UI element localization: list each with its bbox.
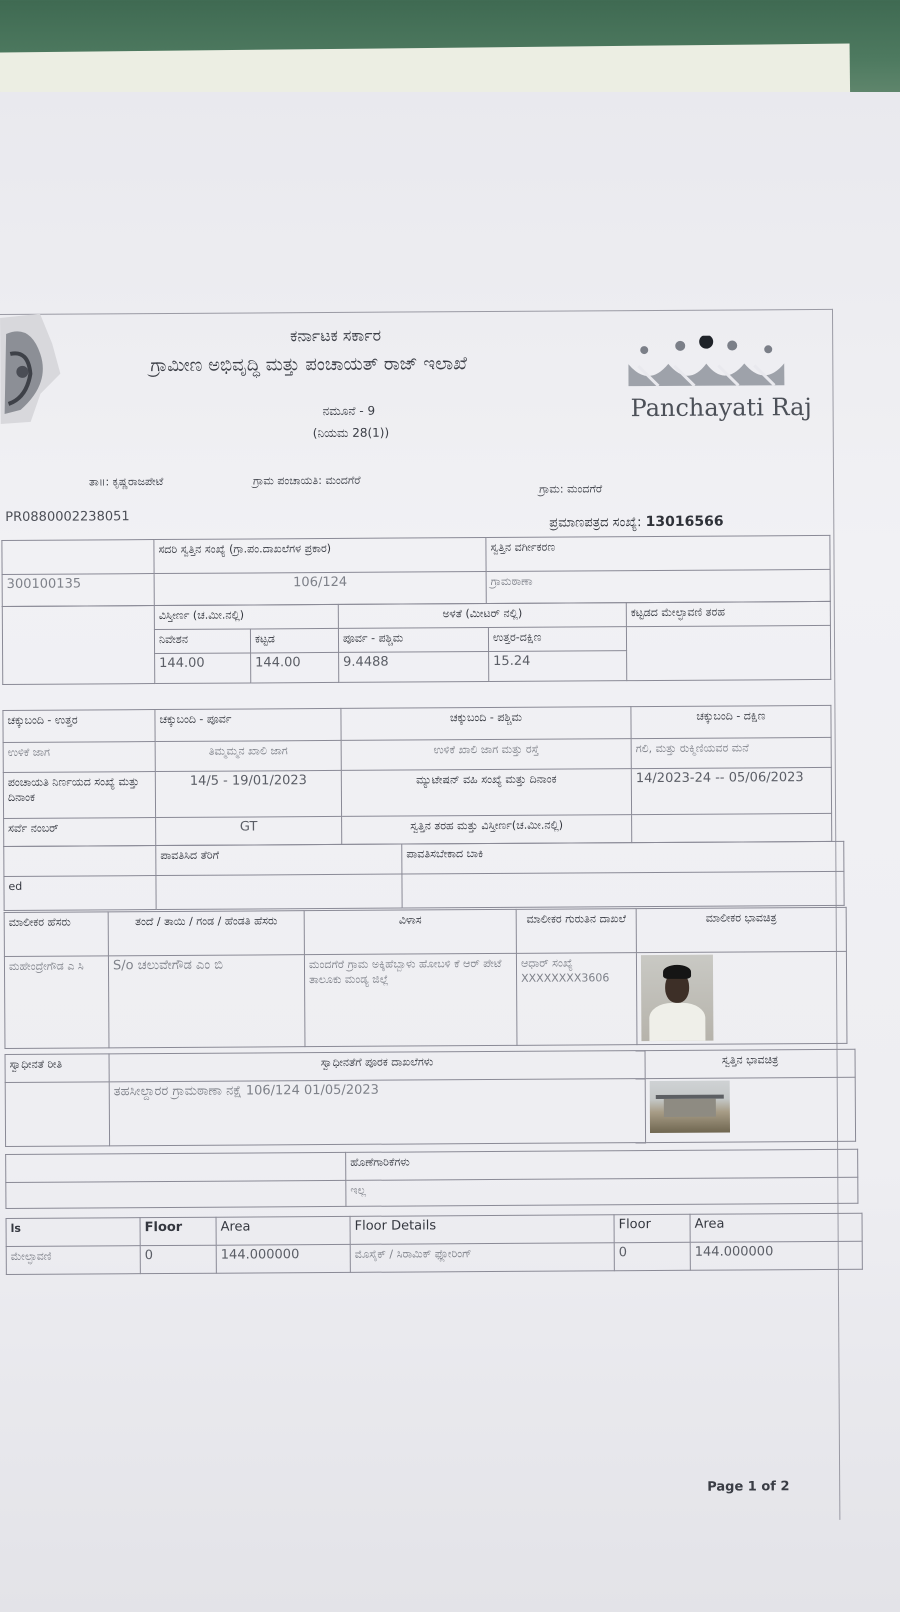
floor-left-details: ಮೇಲ್ಛಾವಣಿ	[6, 1246, 140, 1275]
boundary-west-value: ಉಳಿಕೆ ಖಾಲಿ ಜಾಗ ಮತ್ತು ರಸ್ತೆ	[341, 739, 631, 771]
boundary-north-label: ಚಕ್ಕುಬಂದಿ - ಉತ್ತರ	[3, 710, 155, 743]
govt-title: ಕರ್ನಾಟಕ ಸರ್ಕಾರ	[290, 325, 382, 346]
floor-right-header: Floor	[614, 1214, 690, 1242]
property-number-table	[1, 535, 830, 607]
blank-cell	[6, 1152, 346, 1182]
owner-photo-label: ಮಾಲೀಕರ ಭಾವಚಿತ್ರ	[636, 907, 846, 952]
survey-label: ಸರ್ವೆ ನಂಬರ್	[4, 818, 156, 847]
property-photo-cell	[645, 1077, 855, 1142]
building-area-value: 144.00	[251, 652, 339, 683]
boundary-south-label: ಚಕ್ಕುಬಂದಿ - ದಕ್ಷಿಣ	[631, 705, 831, 738]
property-type-label: ಸ್ವತ್ತಿನ ತರಹ ಮತ್ತು ವಿಸ್ತೀರ್ಣ(ಚ.ಮೀ.ನಲ್ಲಿ)	[342, 815, 632, 845]
department-title: ಗ್ರಾಮೀಣ ಅಭಿವೃದ್ಧಿ ಮತ್ತು ಪಂಚಾಯತ್ ರಾಜ್ ಇಲಾಖೆ	[150, 353, 467, 377]
floor-left-header: Floor	[140, 1217, 216, 1245]
blank-cell	[2, 606, 154, 685]
property-id: PR0880002238051	[5, 509, 130, 525]
ownership-mode-value	[5, 1082, 109, 1147]
ownership-docs-value: ತಹಸೀಲ್ದಾರರ ಗ್ರಾಮಠಾಣಾ ನಕ್ಷೆ 106/124 01/05/2023	[109, 1079, 645, 1146]
area-table	[2, 601, 831, 685]
east-west-label: ಪೂರ್ವ - ಪಶ್ಚಿಮ	[338, 628, 488, 653]
resolution-label: ಪಂಚಾಯತಿ ನಿರ್ಣಯದ ಸಂಖ್ಯೆ ಮತ್ತು ದಿನಾಂಕ	[3, 772, 155, 819]
classification-value: ಗ್ರಾಮಠಾಣಾ	[486, 569, 830, 603]
resolution-value: 14/5 - 19/01/2023	[155, 770, 341, 817]
panchayati-raj-logo-icon	[628, 335, 784, 392]
certificate-label: ಪ್ರಮಾಣಪತ್ರದ ಸಂಖ್ಯೆ:	[549, 515, 642, 531]
paper-sheet	[0, 92, 900, 1612]
property-photo-label: ಸ್ವತ್ತಿನ ಭಾವಚಿತ್ರ	[645, 1049, 855, 1078]
owner-relation-label: ತಂದೆ / ತಾಯಿ / ಗಂಡ / ಹೆಂಡತಿ ಹೆಸರು	[108, 911, 304, 956]
tax-row-fragment: ed	[4, 876, 156, 911]
dimensions-label: ಅಳತೆ (ಮೀಟರ್ ನಲ್ಲಿ)	[338, 603, 626, 629]
rule-reference: (ನಿಯಮ 28(1))	[312, 425, 390, 441]
tax-table	[3, 841, 844, 911]
form-number: ನಮೂನೆ - 9	[322, 403, 376, 419]
ownership-table	[5, 1049, 857, 1147]
owner-id-type: ಆಧಾರ್ ಸಂಖ್ಯೆ	[520, 956, 573, 970]
boundary-west-label: ಚಕ್ಕುಬಂದಿ - ಪಶ್ಚಿಮ	[341, 707, 631, 741]
property-number-label: ಸದರಿ ಸ್ವತ್ತಿನ ಸಂಖ್ಯೆ (ಗ್ರಾ.ಪಂ.ದಾಖಲೆಗಳ ಪ್ರಕಾರ)	[154, 538, 486, 574]
roof-type-label: ಕಟ್ಟಡದ ಮೇಲ್ಛಾವಣಿ ತರಹ	[626, 601, 830, 626]
area-label: ವಿಸ್ತೀರ್ಣ (ಚ.ಮೀ.ನಲ್ಲಿ)	[154, 604, 338, 629]
gram-panchayat: ಗ್ರಾಮ ಪಂಚಾಯತಿ: ಮಂದಗೆರೆ	[252, 473, 361, 488]
blank-cell	[4, 846, 156, 877]
owner-table	[4, 907, 848, 1049]
owner-address: ಮಂದಗೆರೆ ಗ್ರಾಮ ಅಕ್ಕಿಹೆಬ್ಬಾಳು ಹೋಬಳಿ ಕೆ ಆರ್ ಪೇಟೆ ತಾಲೂಕು ಮಂಡ್ಯ ಜಿಲ್ಲೆ	[304, 953, 517, 1046]
ownership-docs-label: ಸ್ವಾಧೀನತೆಗೆ ಪೂರಕ ದಾಖಲೆಗಳು	[109, 1051, 645, 1082]
site-area-value: 144.00	[155, 653, 251, 684]
roof-type-value	[626, 625, 830, 680]
boundary-south-value: ಗಲಿ, ಮತ್ತು ರುಕ್ಮಿಣಿಯವರ ಮನೆ	[631, 737, 831, 768]
property-document	[0, 309, 867, 1534]
floor-left-area: 144.000000	[216, 1244, 350, 1273]
property-number-value: 106/124	[154, 572, 486, 606]
owner-id-label: ಮಾಲೀಕರ ಗುರುತಿನ ದಾಖಲೆ	[516, 909, 636, 954]
ownership-mode-label: ಸ್ವಾಧೀನತೆ ರೀತಿ	[5, 1054, 109, 1083]
boundary-north-value: ಉಳಿಕೆ ಜಾಗ	[3, 742, 155, 773]
north-south-value: 15.24	[489, 651, 627, 682]
blank-cell	[2, 540, 154, 575]
floor-table	[6, 1213, 863, 1275]
boundary-east-label: ಚಕ್ಕುಬಂದಿ - ಪೂರ್ವ	[155, 708, 341, 741]
owner-name: ಮಹೇಂದ್ರೇಗೌಡ ಎ ಸಿ	[4, 956, 109, 1049]
certificate-number	[549, 514, 723, 531]
east-west-value: 9.4488	[339, 652, 489, 683]
tax-paid-value	[156, 874, 402, 910]
village: ಗ್ರಾಮ: ಮಂದಗೆರೆ	[539, 482, 603, 496]
owner-photo-cell	[636, 951, 847, 1044]
owner-name-label: ಮಾಲೀಕರ ಹೆಸರು	[4, 912, 108, 957]
tax-due-value	[402, 871, 844, 908]
owner-photo	[641, 955, 714, 1041]
area-left-header: Area	[216, 1216, 350, 1245]
survey-value: GT	[156, 816, 342, 845]
owner-id-number: XXXXXXXX3606	[521, 971, 610, 985]
certificate-value: 13016566	[645, 513, 724, 531]
taluk: ತಾ॥: ಕೃಷ್ಣರಾಜಪೇಟೆ	[88, 475, 164, 489]
panchayati-raj-text: Panchayati Raj	[630, 393, 812, 423]
floor-details-header: Floor Details	[350, 1215, 614, 1245]
liabilities-value: ಇಲ್ಲ	[346, 1177, 858, 1206]
tax-paid-label: ಪಾವತಿಸಿದ ತೆರಿಗೆ	[156, 844, 402, 876]
property-type-value	[632, 813, 832, 842]
liabilities-table	[5, 1149, 858, 1209]
boundaries-table	[2, 705, 832, 847]
owner-relation: S/o ಚಲುವೇಗೌಡ ಎಂ ಬಿ	[108, 955, 305, 1048]
state-emblem-icon	[0, 314, 65, 426]
classification-label: ಸ್ವತ್ತಿನ ವರ್ಗೀಕರಣ	[486, 535, 830, 571]
owner-address-label: ವಿಳಾಸ	[304, 909, 516, 954]
mutation-value: 14/2023-24 -- 05/06/2023	[631, 767, 831, 814]
mutation-label: ಮ್ಯುಟೇಷನ್ ವಹಿ ಸಂಖ್ಯೆ ಮತ್ತು ದಿನಾಂಕ	[341, 769, 631, 817]
floor-right-area: 144.000000	[690, 1241, 862, 1270]
liabilities-label: ಹೊಣೆಗಾರಿಕೆಗಳು	[346, 1149, 858, 1180]
blank-cell	[6, 1180, 346, 1208]
floor-left-number: 0	[140, 1245, 216, 1273]
tax-due-label: ಪಾವತಿಸಬೇಕಾದ ಬಾಕಿ	[402, 841, 844, 874]
floor-details-left-header: ls	[6, 1218, 140, 1247]
id-value: 300100135	[2, 574, 154, 607]
area-right-header: Area	[690, 1213, 862, 1242]
boundary-east-value: ತಿಮ್ಮಮ್ಮನ ಖಾಲಿ ಜಾಗ	[155, 740, 341, 771]
building-label: ಕಟ್ಟಡ	[250, 628, 338, 653]
property-photo	[650, 1081, 730, 1133]
owner-id	[516, 953, 637, 1046]
page-number: Page 1 of 2	[707, 1479, 790, 1495]
north-south-label: ಉತ್ತರ-ದಕ್ಷಿಣ	[488, 627, 626, 652]
site-label: ನಿವೇಶನ	[154, 629, 250, 654]
floor-right-number: 0	[614, 1242, 690, 1270]
floor-right-details: ಮೊಸೈಕ್ / ಸಿರಾಮಿಕ್ ಫ್ಲೋರಿಂಗ್	[350, 1243, 614, 1273]
